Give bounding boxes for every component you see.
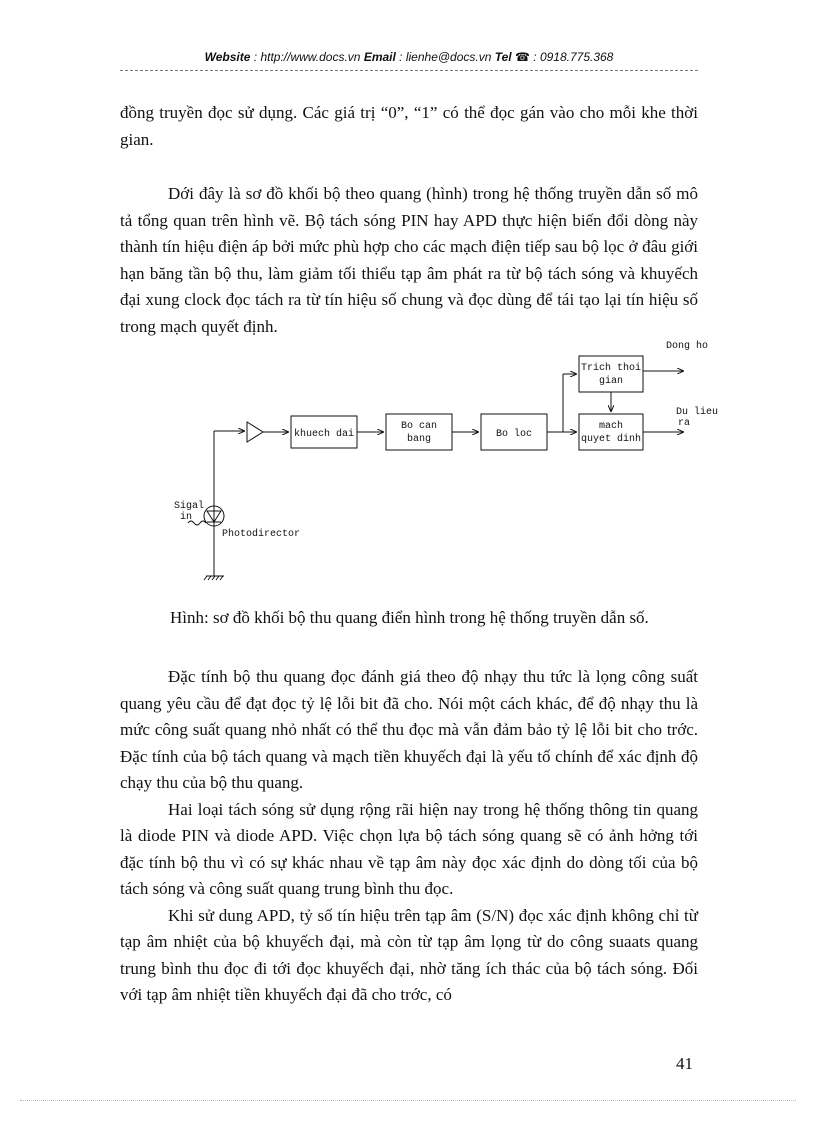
decision-label: mach bbox=[598, 421, 624, 432]
website-label: Website bbox=[204, 50, 251, 64]
header-divider bbox=[120, 70, 698, 71]
clock-output-label: Dong ho bbox=[666, 341, 709, 352]
footer-divider bbox=[20, 1100, 796, 1101]
receiver-block-diagram bbox=[170, 338, 730, 588]
page-header bbox=[120, 50, 698, 64]
signal-in-label: Sigal bbox=[174, 501, 205, 512]
tel-value: ☎ : 0918.775.368 bbox=[511, 50, 614, 64]
data-output-label: Du lieu bbox=[676, 407, 719, 418]
filter-label: Bo loc bbox=[495, 429, 533, 440]
page-number: 41 bbox=[676, 1054, 693, 1073]
paragraph-intro bbox=[120, 100, 698, 153]
photodetector-label: Photodirector bbox=[222, 529, 301, 540]
decision-label-2: quyet dinh bbox=[580, 434, 642, 445]
amplifier-triangle-icon bbox=[247, 422, 263, 442]
website-value[interactable]: : http://www.docs.vn bbox=[250, 50, 364, 64]
equalizer-label-2: bang bbox=[406, 434, 432, 445]
figure-caption: Hình: sơ đồ khối bộ thu quang điển hình trong hệ thống truyền dẫn số. bbox=[170, 608, 649, 627]
email-value[interactable]: : lienhe@docs.vn bbox=[395, 50, 495, 64]
paragraph-text: Đặc tính bộ thu quang đọc đánh giá theo độ nhạy thu tức là lọng công suất quang yêu cầu để đạt đọc tỷ lệ lỗi bit đã cho. Nói một cách khác, để độ nhạy thu là mức công suất quang nhỏ nhất có thể thu đọc mà vẫn đảm bảo tỷ lệ lỗi bit cho trớc. Đặc tính của bộ tách quang và mạch tiền khuyếch đại là yếu tố chính để xác định độ chạy thu của bộ thu quang. bbox=[120, 667, 698, 792]
amplifier-label: khuech dai bbox=[293, 429, 355, 440]
paragraph-text: Hai loại tách sóng sử dụng rộng rãi hiện nay trong hệ thống thông tin quang là diode PIN và diode APD. Việc chọn lựa bộ tách sóng quang sẽ có ảnh hởng tới đặc tính bộ thu vì có sự khác nhau về tạp âm này đọc xác định do dòng tối của bộ tách sóng và công suất quang trung bình thu đọc. bbox=[120, 799, 698, 898]
email-label: Email bbox=[363, 50, 396, 64]
tel-label: Tel bbox=[494, 50, 512, 64]
paragraph-description bbox=[120, 181, 698, 340]
equalizer-label: Bo can bbox=[400, 421, 438, 432]
paragraph-text: Dới đây là sơ đồ khối bộ theo quang (hình) trong hệ thống truyền dẫn số mô tả tổng quan trên hình vẽ. Bộ tách sóng PIN hay APD thực hiện biến đổi dòng này thành tín hiệu điện áp bởi mức phù hợp cho các mạch điện tiếp sau bộ lọc ở đâu giới hạn băng tần bộ thu, làm giảm tối thiểu tạp âm phát ra từ bộ tách sóng và khuyếch đại xung clock đọc tách ra từ tín hiệu số chung và đọc dùng để tái tạo lại tín hiệu số trong mạch quyết định. bbox=[120, 184, 698, 336]
clock-extraction-label: Trich thoi bbox=[580, 363, 642, 374]
paragraph-text: đồng truyền đọc sử dụng. Các giá trị “0”, “1” có thể đọc gán vào cho mỗi khe thời gian. bbox=[120, 103, 698, 149]
paragraph-body bbox=[120, 664, 698, 1009]
paragraph-text: Khi sử dung APD, tỷ số tín hiệu trên tạp âm (S/N) đọc xác định không chỉ từ tạp âm nhiệt của bộ khuyếch đại, mà còn từ tạp âm lọng từ do công suaats quang trung bình thu đọc đi tới đọc khuyếch đại, nhờ tăng ích thác của bộ tách sóng. Đối với tạp âm nhiệt tiền khuyếch đại đã cho trớc, có bbox=[120, 905, 698, 1004]
clock-extraction-label-2: gian bbox=[598, 376, 624, 387]
data-output-label-2: ra bbox=[678, 418, 691, 429]
signal-in-label-2: in bbox=[180, 512, 193, 523]
